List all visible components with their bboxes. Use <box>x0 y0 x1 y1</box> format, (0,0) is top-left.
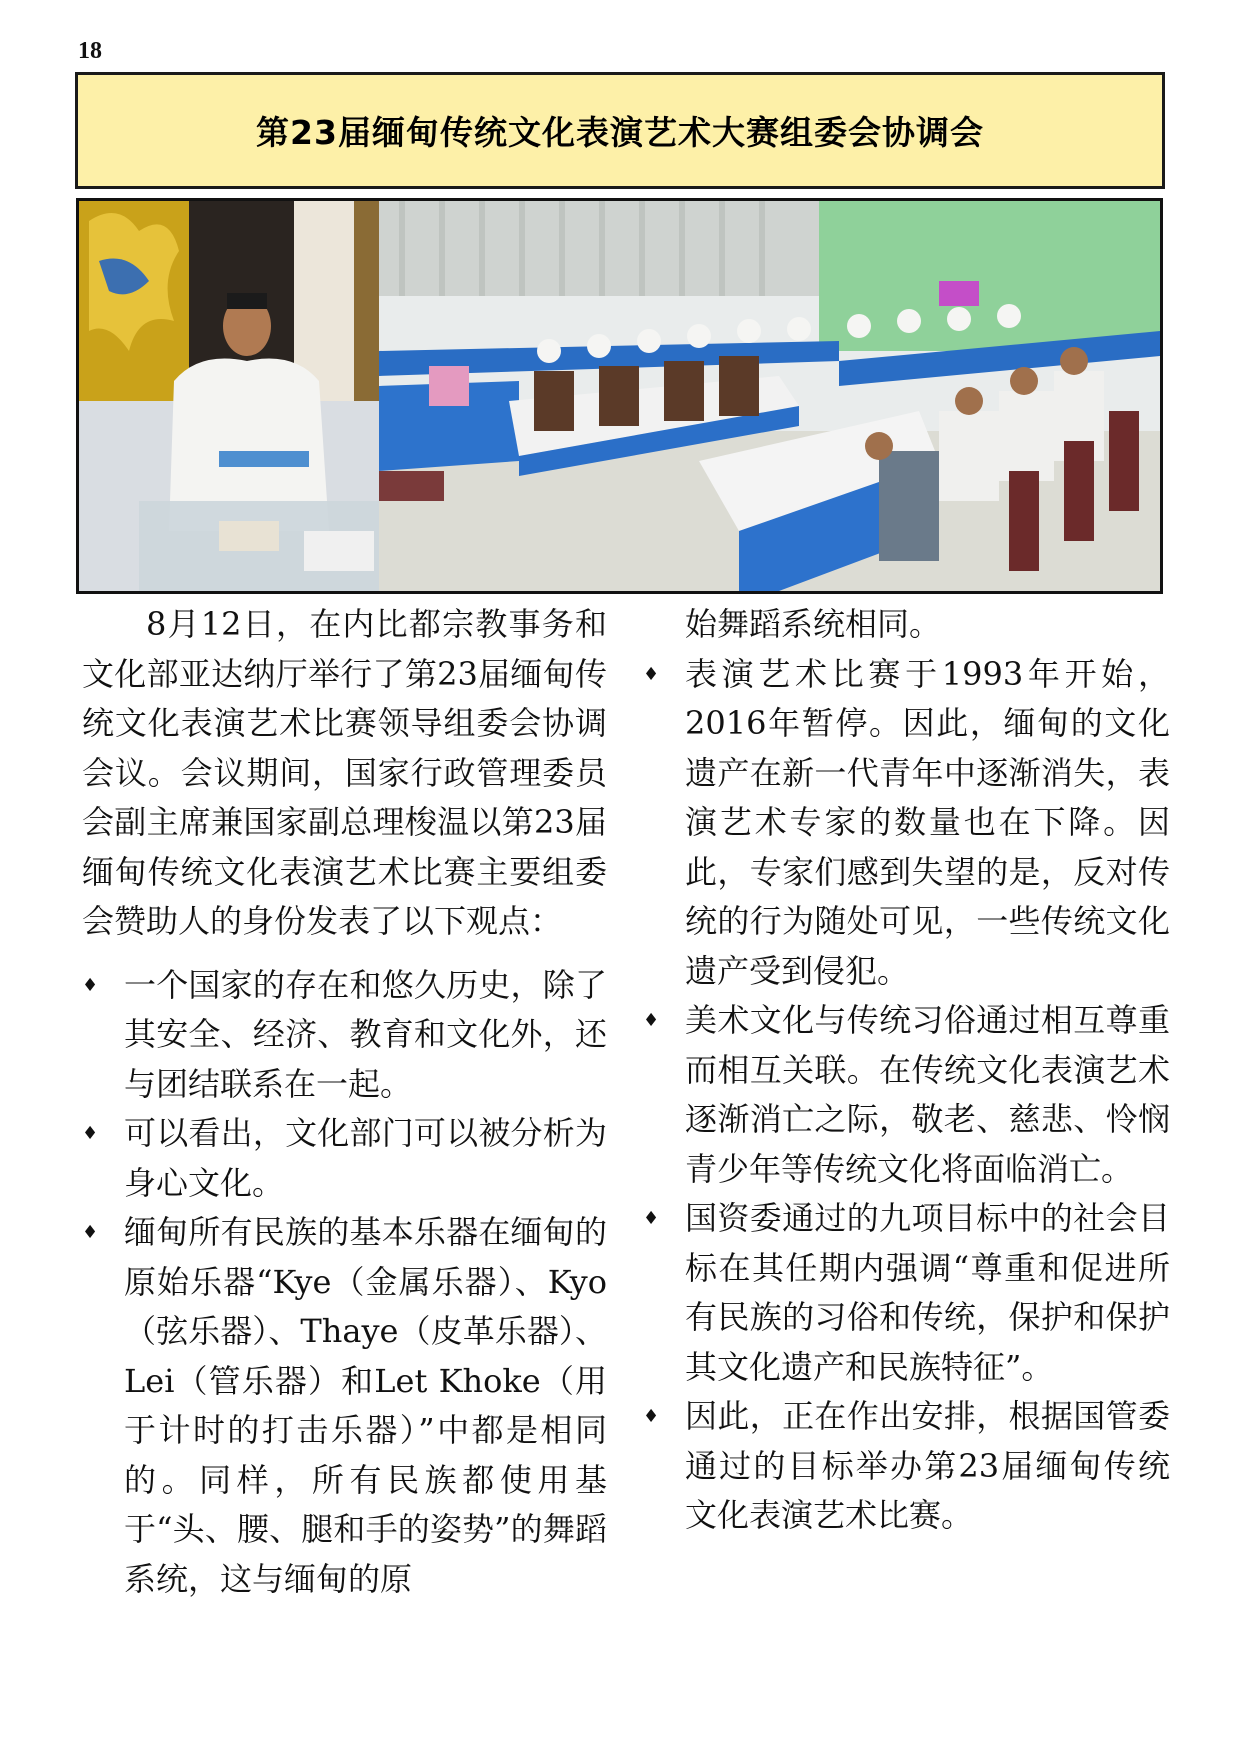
page-number: 18 <box>78 38 102 64</box>
right-bullet-list <box>643 650 1170 1541</box>
continuation-text: 始舞蹈系统相同。 <box>685 605 942 643</box>
bullet-diamond-icon: ♦ <box>643 663 660 685</box>
left-bullet-list <box>82 961 607 1605</box>
list-item: ♦ 国资委通过的九项目标中的社会目标在其任期内强调“尊重和促进所有民族的习俗和传统，保护和保护其文化遗产和民族特征”。 <box>643 1194 1170 1392</box>
article-right-column <box>643 600 1170 1541</box>
bullet-diamond-icon: ♦ <box>643 1010 660 1031</box>
list-item: ♦ 表演艺术比赛于1993年开始，2016年暂停。因此，缅甸的文化遗产在新一代青年中逐渐消失，表演艺术专家的数量也在下降。因此，专家们感到失望的是，反对传统的行为随处可见，一些传统文化遗产受到侵犯。 <box>643 650 1170 997</box>
bullet-diamond-icon: ♦ <box>82 1123 99 1144</box>
news-photo <box>76 198 1163 594</box>
meeting-hall-photo <box>379 201 1160 591</box>
list-item: ♦ 可以看出，文化部门可以被分析为身心文化。 <box>82 1109 607 1208</box>
bullet-diamond-icon: ♦ <box>643 1208 660 1229</box>
bullet-diamond-icon: ♦ <box>643 1406 660 1427</box>
bullet-diamond-icon: ♦ <box>82 974 99 996</box>
bullet-diamond-icon: ♦ <box>82 1222 99 1243</box>
list-item: ♦ 美术文化与传统习俗通过相互尊重而相互关联。在传统文化表演艺术逐渐消亡之际，敬老、慈悲、怜悯青少年等传统文化将面临消亡。 <box>643 996 1170 1194</box>
speaker-photo <box>79 201 379 591</box>
article-intro: 8月12日，在内比都宗教事务和文化部亚达纳厅举行了第23届缅甸传统文化表演艺术比赛领导组委会协调会议。会议期间，国家行政管理委员会副主席兼国家副总理梭温以第23届缅甸传统文化表演艺术比赛主要组委会赞助人的身份发表了以下观点： <box>82 605 607 940</box>
list-item: ♦ 因此，正在作出安排，根据国管委通过的目标举办第23届缅甸传统文化表演艺术比赛。 <box>643 1392 1170 1541</box>
list-item: ♦ 一个国家的存在和悠久历史，除了其安全、经济、教育和文化外，还与团结联系在一起。 <box>82 961 607 1110</box>
list-item: ♦ 缅甸所有民族的基本乐器在缅甸的原始乐器“Kye（金属乐器）、Kyo（弦乐器）、Thaye（皮革乐器）、Lei（管乐器）和Let Khoke（用于计时的打击乐器）”中都是相同的。同样，所有民族都使用基于“头、腰、腿和手的姿势”的舞蹈系统，这与缅甸的原 <box>82 1208 607 1604</box>
article-left-column <box>82 600 607 1604</box>
photo-illustration <box>79 201 1160 591</box>
title-banner <box>75 72 1165 189</box>
page-title: 第23届缅甸传统文化表演艺术大赛组委会协调会 <box>256 113 984 152</box>
